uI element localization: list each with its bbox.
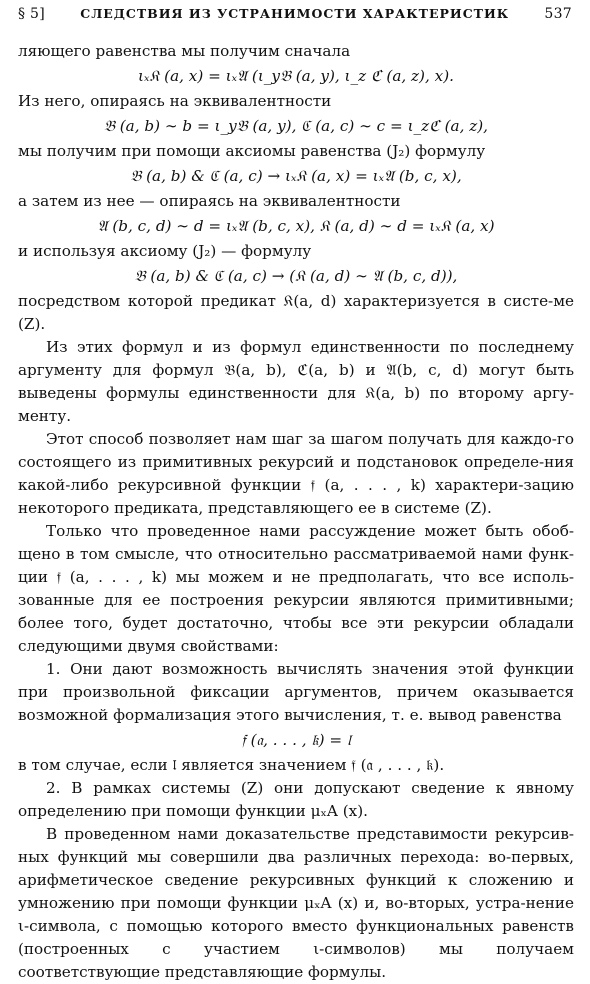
page-header xyxy=(18,6,572,26)
text-line: ляющего равенства мы получим сначала xyxy=(18,42,351,60)
text-line: посредством которой предикат 𝔎(a, d) характеризуется в систе-ме (Z). xyxy=(18,292,574,333)
text-line: а затем из нее — опираясь на эквивалентности xyxy=(18,192,401,210)
text-line: в том случае, если 𝔩 является значением 𝔣 (𝔞 , . . . , 𝔨). xyxy=(18,756,445,774)
formula: 𝔅 (a, b) & ℭ (a, c) → (𝔎 (a, d) ∼ 𝔄 (b, c, d)), xyxy=(134,267,458,285)
formula: 𝔄 (b, c, d) ∼ d = ιₓ𝔄 (b, c, x), 𝔎 (a, d) ∼ d = ιₓ𝔎 (a, x) xyxy=(97,217,495,235)
paragraph: Этот способ позволяет нам шаг за шагом получать для каждо-го состоящего из примитивных рекурсий и подстановок определе-ния какой-либо рекурсивной функции 𝔣 (a, . . . , k) характери-зацию некоторого предиката, представляющего ее в системе (Z). xyxy=(18,430,574,517)
paragraph: Только что проведенное нами рассуждение может быть обоб-щено в том смысле, что относительно рассматриваемой нами функ-ции 𝔣 (a, . . . , k) мы можем и не предполагать, что все исполь-зованные для ее построения рекурсии являются примитивными; более того, будет достаточно, чтобы все эти рекурсии обладали следующими двумя свойствами: xyxy=(18,522,574,655)
paragraph: 2. В рамках системы (Z) они допускают сведение к явному определению при помощи функции μₓA (x). xyxy=(18,779,574,820)
page-body xyxy=(18,40,574,984)
formula: 𝔅 (a, b) & ℭ (a, c) → ιₓ𝔎 (a, x) = ιₓ𝔄 (b, c, x), xyxy=(130,167,462,185)
running-title: СЛЕДСТВИЯ ИЗ УСТРАНИМОСТИ ХАРАКТЕРИСТИК xyxy=(80,6,510,21)
text-line: и используя аксиому (J₂) — формулу xyxy=(18,242,312,260)
formula: ιₓ𝔎 (a, x) = ιₓ𝔄 (ι_y𝔅 (a, y), ι_z ℭ (a, z), x). xyxy=(138,67,454,85)
paragraph: 1. Они дают возможность вычислять значения этой функции при произвольной фиксации аргументов, причем оказывается возможной формализация этого вычисления, т. е. вывод равенства xyxy=(18,660,574,724)
paragraph: Из этих формул и из формул единственности по последнему аргументу для формул 𝔅(a, b), ℭ(a, b) и 𝔄(b, c, d) могут быть выведены формулы единственности для 𝔎(a, b) по второму аргу-менту. xyxy=(18,338,574,425)
text-line: Из него, опираясь на эквивалентности xyxy=(18,92,332,110)
page-number: 537 xyxy=(544,6,572,22)
text-line: мы получим при помощи аксиомы равенства (J₂) формулу xyxy=(18,142,486,160)
formula: 𝔣 (𝔞, . . . , 𝔨) = 𝔩 xyxy=(241,731,351,749)
paragraph: В проведенном нами доказательстве представимости рекурсив-ных функций мы совершили два различных перехода: во-первых, арифметическое сведение рекурсивных функций к сложению и умножению при помощи функции μₓA (x) и, во-вторых, устра-нение ι-символа, с помощью которого вместо функциональных равенств (построенных с участием ι-символов) мы получаем соответствующие представляющие формулы. xyxy=(18,825,574,981)
formula: 𝔅 (a, b) ∼ b = ι_y𝔅 (a, y), ℭ (a, c) ∼ c = ι_zℭ (a, z), xyxy=(103,117,489,135)
section-label: § 5] xyxy=(18,6,46,22)
